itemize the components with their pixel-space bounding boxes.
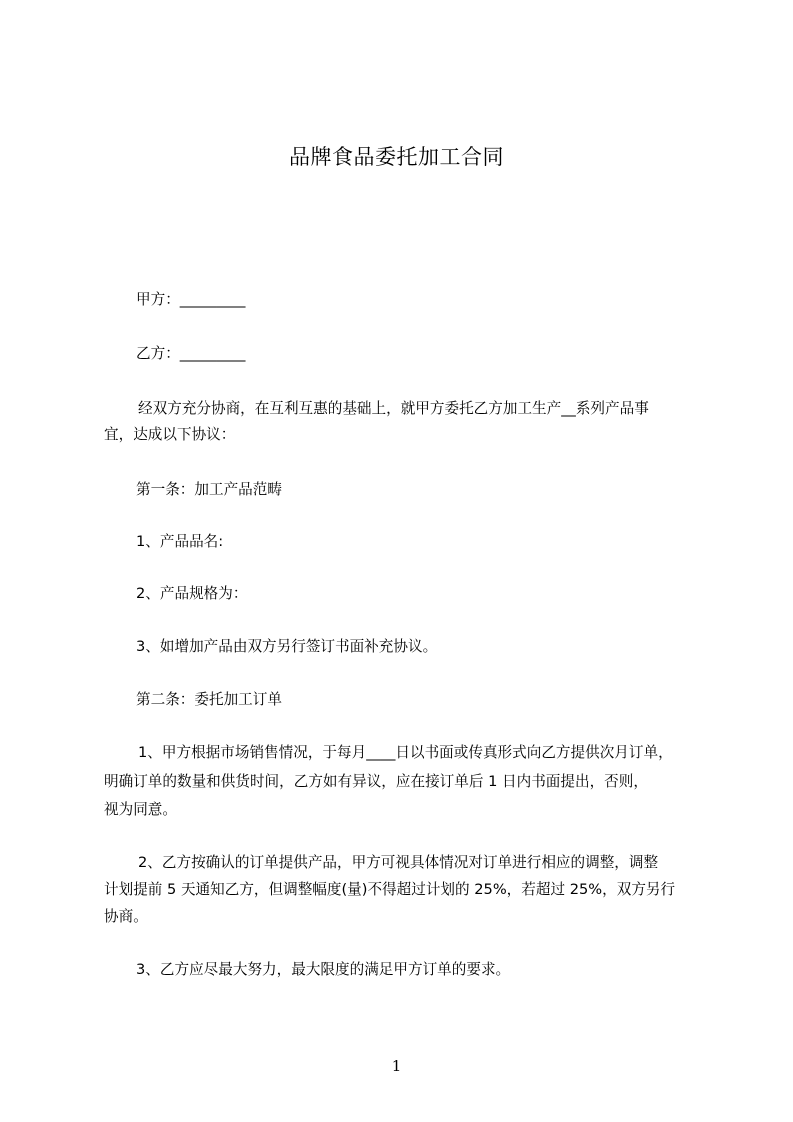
party-b-line: 乙方：_________	[136, 345, 246, 362]
article2-heading: 第二条：委托加工订单	[136, 691, 282, 708]
page-number: 1	[391, 1057, 402, 1075]
article2-item1-line-2: 明确订单的数量和供货时间，乙方如有异议，应在接订单后 1 日内书面提出，否则，	[104, 773, 648, 790]
document-title: 品牌食品委托加工合同	[289, 145, 504, 169]
article1-heading: 第一条：加工产品范畴	[136, 481, 282, 498]
article2-item1-line-3: 视为同意。	[104, 801, 177, 818]
article2-item2-line-3: 协商。	[104, 908, 148, 925]
article2-item2-line-2: 计划提前 5 天通知乙方，但调整幅度(量)不得超过计划的 25%，若超过 25%，双方另行	[104, 881, 676, 898]
article2-item3: 3、乙方应尽最大努力，最大限度的满足甲方订单的要求。	[136, 961, 511, 978]
article2-item2-line-1: 2、乙方按确认的订单提供产品，甲方可视具体情况对订单进行相应的调整，调整	[138, 854, 659, 871]
intro-line-2: 宜，达成以下协议：	[104, 426, 236, 443]
intro-line-1: 经双方充分协商，在互利互惠的基础上，就甲方委托乙方加工生产__系列产品事	[138, 400, 649, 417]
article2-item1-line-1: 1、甲方根据市场销售情况，于每月____日以书面或传真形式向乙方提供次月订单，	[138, 744, 673, 761]
article1-item-2: 2、产品规格为：	[136, 585, 248, 602]
party-a-line: 甲方：_________	[136, 291, 246, 308]
article1-item-1: 1、产品品名:	[136, 533, 224, 550]
article1-item-3: 3、如增加产品由双方另行签订书面补充协议。	[136, 638, 438, 655]
